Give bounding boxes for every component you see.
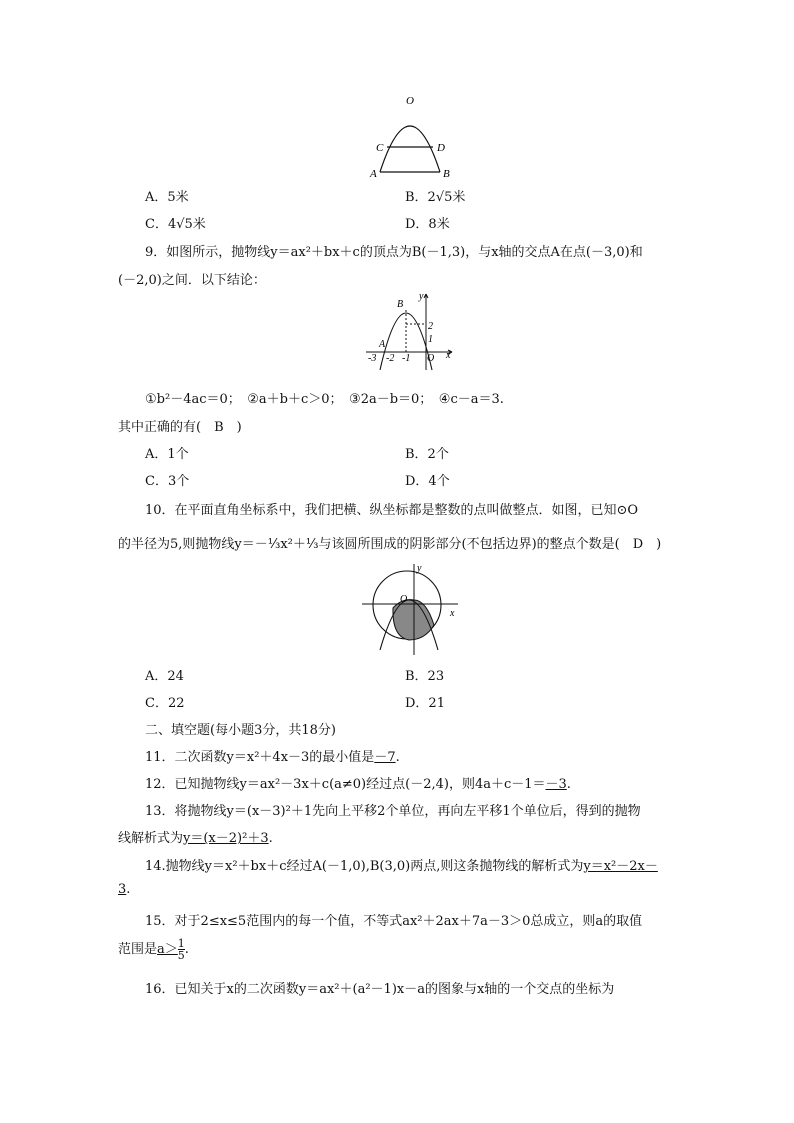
q9-parabola-figure — [362, 290, 457, 372]
q9-question: 其中正确的有( B ) — [118, 420, 242, 435]
q9-option-a: A．1个 — [145, 447, 189, 462]
arch-figure — [360, 90, 470, 185]
q8-option-d: D．8米 — [405, 217, 450, 232]
q14-line1: 14.抛物线y＝x²＋bx＋c经过A(－1,0),B(3,0)两点,则这条抛物线的解析式为y＝x²－2x－ — [145, 859, 658, 874]
svg-text:y: y — [419, 291, 424, 302]
section-heading: 二、填空题(每小题3分，共18分) — [145, 723, 336, 738]
label-C: C — [376, 142, 384, 154]
q8-option-a: A．5米 — [145, 190, 189, 205]
q12-answer: －3 — [545, 777, 567, 792]
q13-answer: y＝(x－2)²＋3 — [183, 831, 269, 846]
q15-line1: 15．对于2≤x≤5范围内的每一个值，不等式ax²＋2ax＋7a－3＞0总成立，则a的取值 — [145, 914, 643, 929]
label-B: B — [443, 168, 450, 180]
q9-option-d: D．4个 — [405, 474, 450, 489]
q9-line1: 9．如图所示，抛物线y＝ax²＋bx＋c的顶点为B(－1,3)，与x轴的交点A在点(－3,0)和 — [145, 245, 643, 260]
q15-line2: 范围是a＞ $\frac{1}{5}$ . — [118, 937, 189, 962]
q14-answer: y＝x²－2x－ — [583, 859, 658, 874]
q13-line1: 13．将抛物线y＝(x－3)²＋1先向上平移2个单位，再向左平移1个单位后，得到的抛物 — [145, 804, 641, 819]
label-O: O — [406, 95, 414, 107]
arch-parabola — [380, 126, 440, 172]
q9-line2: (－2,0)之间．以下结论： — [118, 273, 266, 288]
q10-circle-figure — [362, 560, 462, 655]
svg-text:A: A — [379, 339, 386, 350]
svg-text:x: x — [446, 350, 451, 361]
q10-option-a: A．24 — [145, 669, 184, 684]
q10-option-d: D．21 — [405, 696, 445, 711]
q11: 11．二次函数y＝x²＋4x－3的最小值是－7. — [145, 750, 400, 765]
q15-answer: a＞ $\frac{1}{5}$ — [157, 937, 185, 962]
svg-text:2: 2 — [428, 321, 433, 332]
q10-option-b: B．23 — [405, 669, 445, 684]
svg-text:O: O — [427, 353, 435, 364]
q10-line2: 的半径为5,则抛物线y＝－⅓x²＋⅓与该圆所围成的阴影部分(不包括边界)的整点个数是( D ) — [118, 537, 662, 552]
q10-option-c: C．22 — [145, 696, 185, 711]
svg-text:x: x — [450, 608, 455, 619]
label-A: A — [370, 168, 377, 180]
q9-statements: ①b²－4ac＝0； ②a＋b＋c＞0； ③2a－b＝0； ④c－a＝3. — [145, 392, 504, 407]
q16-line1: 16．已知关于x的二次函数y＝ax²＋(a²－1)x－a的图象与x轴的一个交点的坐标为 — [145, 982, 615, 997]
label-D: D — [437, 142, 445, 154]
svg-text:-2: -2 — [386, 353, 395, 364]
q14-line2: 3. — [118, 882, 131, 897]
q12: 12．已知抛物线y＝ax²－3x＋c(a≠0)经过点(－2,4)，则4a＋c－1＝－3. — [145, 777, 571, 792]
svg-text:-3: -3 — [368, 353, 377, 364]
svg-text:O: O — [400, 594, 408, 605]
q9-option-c: C．3个 — [145, 474, 190, 489]
svg-text:B: B — [397, 299, 404, 310]
q11-answer: －7 — [374, 750, 396, 765]
q8-option-b: B．2√5米 — [405, 190, 466, 205]
q9-option-b: B．2个 — [405, 447, 449, 462]
svg-text:-1: -1 — [402, 353, 411, 364]
q10-line1: 10．在平面直角坐标系中，我们把横、纵坐标都是整数的点叫做整点．如图，已知⊙O — [145, 503, 639, 518]
svg-text:y: y — [417, 563, 422, 574]
svg-text:1: 1 — [428, 334, 433, 345]
q8-option-c: C．4√5米 — [145, 217, 206, 232]
q13-line2: 线解析式为y＝(x－2)²＋3. — [118, 831, 273, 846]
